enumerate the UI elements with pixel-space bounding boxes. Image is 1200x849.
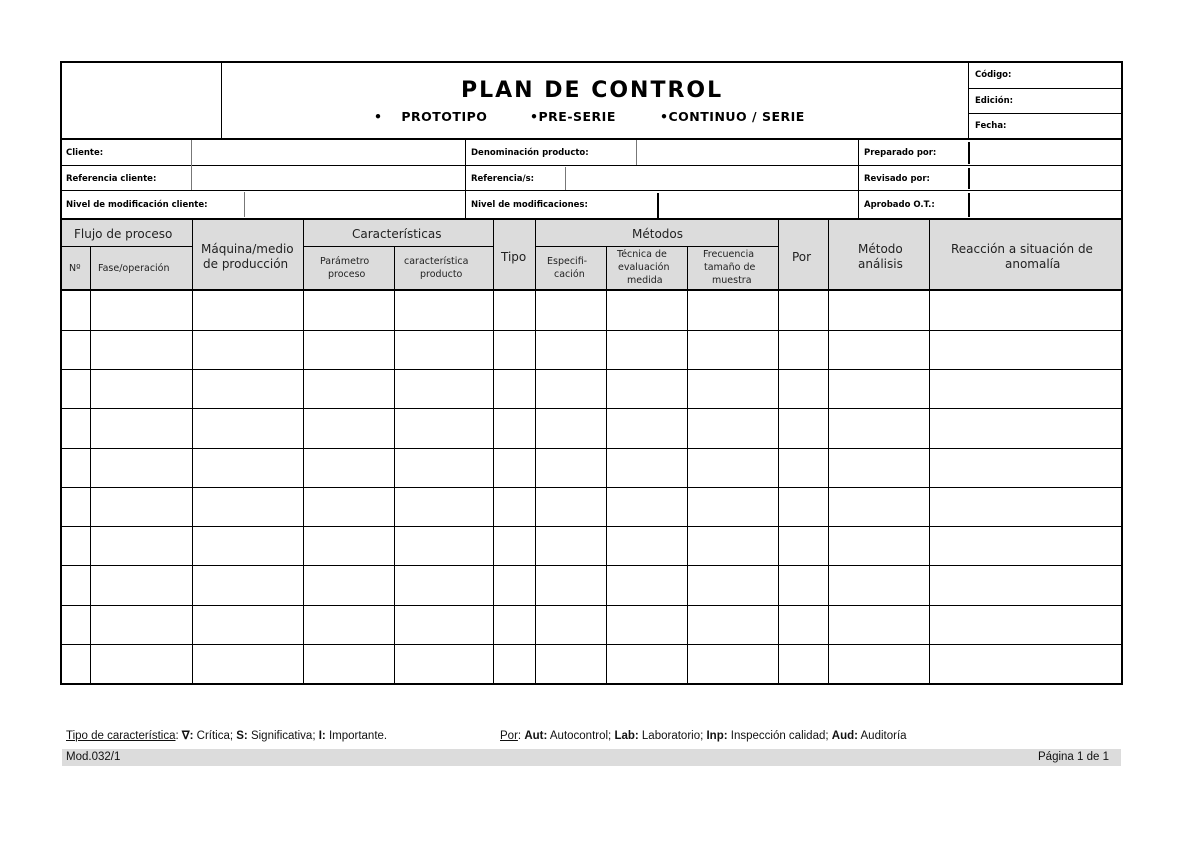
metodo-analisis-header-2: análisis <box>858 257 903 271</box>
option-continuo-serie: •CONTINUO / SERIE <box>660 109 805 124</box>
frecuencia-header-2: tamaño de <box>704 262 756 273</box>
parametro-proceso-header-2: proceso <box>328 269 366 280</box>
fase-operacion-column-header: Fase/operación <box>98 263 170 274</box>
tecnica-evaluacion-header-2: evaluación <box>618 262 670 273</box>
reaccion-anomalia-header-1: Reacción a situación de <box>951 242 1093 256</box>
table-row <box>60 330 1123 331</box>
critica-symbol-icon: ∇: <box>181 730 194 742</box>
parametro-proceso-header-1: Parámetro <box>320 256 370 267</box>
reaccion-anomalia-header-2: anomalía <box>1005 257 1061 271</box>
cliente-label: Cliente: <box>66 148 104 158</box>
flujo-proceso-header: Flujo de proceso <box>74 227 173 241</box>
table-row <box>60 369 1123 370</box>
codigo-label: Código: <box>975 70 1012 80</box>
table-row <box>60 565 1123 566</box>
page-number: Página 1 de 1 <box>1038 751 1109 763</box>
document-title: PLAN DE CONTROL <box>461 78 724 103</box>
tipo-column-header: Tipo <box>501 250 527 264</box>
numero-column-header: Nº <box>69 263 81 274</box>
table-row <box>60 448 1123 449</box>
edicion-label: Edición: <box>975 96 1014 106</box>
model-number: Mod.032/1 <box>66 751 121 763</box>
bullet-icon: • <box>660 109 669 124</box>
table-row <box>60 526 1123 527</box>
de-produccion-column-header: de producción <box>203 257 289 271</box>
revisado-por-label: Revisado por: <box>864 174 930 184</box>
tecnica-evaluacion-header-3: medida <box>627 275 663 286</box>
referencia-cliente-label: Referencia cliente: <box>66 174 157 184</box>
fecha-label: Fecha: <box>975 121 1007 131</box>
por-legend: Por: Aut: Autocontrol; Lab: Laboratorio; Inp: Inspección calidad; Aud: Auditoría <box>500 730 907 742</box>
preparado-por-label: Preparado por: <box>864 148 937 158</box>
table-row <box>60 408 1123 409</box>
table-row <box>60 644 1123 645</box>
nivel-modificacion-cliente-label: Nivel de modificación cliente: <box>66 200 208 210</box>
frecuencia-header-3: muestra <box>712 275 752 286</box>
frecuencia-header-1: Frecuencia <box>703 249 755 260</box>
caracteristicas-header: Características <box>352 227 442 241</box>
footer-band <box>62 749 1121 766</box>
referencias-label: Referencia/s: <box>471 174 535 184</box>
caracteristica-producto-header-1: característica <box>404 256 469 267</box>
metodos-header: Métodos <box>632 227 683 241</box>
tipo-caracteristica-legend: Tipo de característica: ∇: Crítica; S: Significativa; I: Importante. <box>66 730 388 742</box>
tecnica-evaluacion-header-1: Técnica de <box>617 249 667 260</box>
table-row <box>60 605 1123 606</box>
por-column-header: Por <box>792 250 812 264</box>
especificacion-header-1: Especifi- <box>547 256 588 267</box>
nivel-modificaciones-label: Nivel de modificaciones: <box>471 200 588 210</box>
especificacion-header-2: cación <box>554 269 585 280</box>
caracteristica-producto-header-2: producto <box>420 269 463 280</box>
bullet-icon: • <box>530 109 539 124</box>
option-prototipo: • PROTOTIPO <box>374 109 488 124</box>
bullet-icon: • <box>374 109 383 124</box>
maquina-medio-column-header: Máquina/medio <box>201 242 294 256</box>
aprobado-ot-label: Aprobado O.T.: <box>864 200 935 210</box>
option-pre-serie: •PRE-SERIE <box>530 109 616 124</box>
denominacion-producto-label: Denominación producto: <box>471 148 589 158</box>
metodo-analisis-header-1: Método <box>858 242 903 256</box>
table-row <box>60 487 1123 488</box>
